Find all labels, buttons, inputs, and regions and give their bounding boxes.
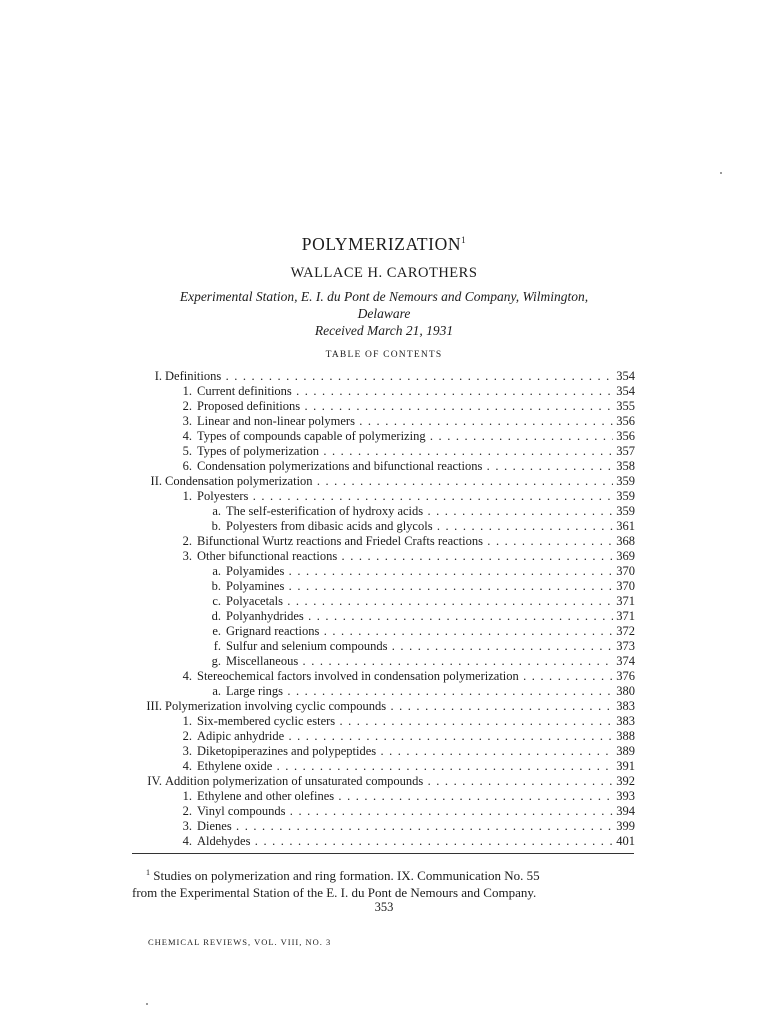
toc-entry-title: Six-membered cyclic esters . . . [197, 714, 613, 729]
toc-entry-number: 3. [182, 744, 192, 758]
toc-entry-number: 4. [182, 759, 192, 773]
toc-entry-page: 394 [616, 804, 635, 818]
toc-entry-number: 4. [182, 834, 192, 848]
toc-entry-number: 5. [182, 444, 192, 458]
footnote-line: from the Experimental Station of the E. I. du Pont de Nemours and Company. [132, 885, 537, 900]
toc-entry [0, 669, 768, 684]
toc-entry-page: 401 [616, 834, 635, 848]
toc-entry-page: 359 [616, 504, 635, 518]
toc-entry-page: 393 [616, 789, 635, 803]
author-name: WALLACE H. CAROTHERS [290, 265, 478, 281]
toc-entry-page: 380 [616, 684, 635, 698]
received-date: Received March 21, 1931 [314, 323, 454, 338]
toc-entry-title: Adipic anhydride . . . [197, 729, 613, 744]
toc-entry-title: Polymerization involving cyclic compounds . . . [165, 699, 613, 714]
toc-entry [0, 549, 768, 564]
toc-entry [0, 729, 768, 744]
scan-speck [146, 1003, 148, 1005]
footnote-mark: 1 [146, 868, 150, 877]
toc-entry-title: The self-esterification of hydroxy acids . . . [226, 504, 613, 519]
toc-entry-title: Other bifunctional reactions . . . [197, 549, 613, 564]
toc-entry-page: 374 [616, 654, 635, 668]
toc-entry [0, 474, 768, 489]
toc-entry-title: Types of compounds capable of polymerizing . . . [197, 429, 613, 444]
toc-entry-title: Miscellaneous . . . [226, 654, 613, 669]
toc-entry-page: 368 [616, 534, 635, 548]
toc-entry-title: Current definitions . . . [197, 384, 613, 399]
author-affiliation [0, 288, 768, 322]
title-footnote-mark: 1 [461, 235, 467, 245]
toc-entry-number: e. [212, 624, 221, 638]
toc-entry-page: 370 [616, 564, 635, 578]
toc-entry-number: I. [154, 369, 162, 383]
footnote [132, 864, 636, 901]
toc-entry-number: 2. [182, 804, 192, 818]
toc-entry-page: 383 [616, 714, 635, 728]
toc-entry-number: 2. [182, 399, 192, 413]
toc-entry-number: g. [211, 654, 221, 668]
toc-entry-number: 3. [182, 549, 192, 563]
toc-entry-page: 354 [616, 384, 635, 398]
toc-entry [0, 564, 768, 579]
toc-entry [0, 759, 768, 774]
toc-entry-title: Dienes . . . [197, 819, 613, 834]
toc-entry-title: Condensation polymerizations and bifunctional reactions . . . [197, 459, 613, 474]
toc-entry-number: 3. [182, 414, 192, 428]
toc-entry-number: III. [146, 699, 162, 713]
toc-entry-title: Proposed definitions . . . [197, 399, 613, 414]
toc-entry-number: b. [211, 579, 221, 593]
toc-entry-page: 359 [616, 474, 635, 488]
toc-entry [0, 519, 768, 534]
toc-heading: TABLE OF CONTENTS [325, 350, 443, 360]
toc-entry-title: Diketopiperazines and polypeptides . . . [197, 744, 613, 759]
toc-entry-number: IV. [147, 774, 162, 788]
toc-entry-page: 356 [616, 414, 635, 428]
toc-entry [0, 699, 768, 714]
toc-entry-title: Definitions . . . [165, 369, 613, 384]
toc-entry-page: 370 [616, 579, 635, 593]
toc-entry [0, 534, 768, 549]
toc-entry [0, 429, 768, 444]
toc-entry-page: 369 [616, 549, 635, 563]
toc-entry-page: 355 [616, 399, 635, 413]
toc-entry-title: Polyacetals . . . [226, 594, 613, 609]
toc-entry-number: 1. [182, 384, 192, 398]
toc-entry-number: 4. [182, 669, 192, 683]
toc-entry-title: Stereochemical factors involved in condensation polymerization . . . [197, 669, 613, 684]
toc-entry-number: 3. [182, 819, 192, 833]
toc-entry-page: 399 [616, 819, 635, 833]
toc-entry [0, 834, 768, 849]
toc-entry-page: 376 [616, 669, 635, 683]
toc-entry [0, 384, 768, 399]
toc-entry-title: Types of polymerization . . . [197, 444, 613, 459]
journal-line: CHEMICAL REVIEWS, VOL. VIII, NO. 3 [148, 937, 332, 947]
page-number: 353 [374, 900, 394, 914]
scan-speck [720, 172, 722, 174]
toc-entry-number: 2. [182, 729, 192, 743]
toc-entry [0, 489, 768, 504]
toc-entry-title: Polyamines . . . [226, 579, 613, 594]
toc-entry [0, 639, 768, 654]
toc-entry-number: 2. [182, 534, 192, 548]
footnote-line: $^1$ Studies on polymerization and ring formation. IX. Communication No. 55 [146, 868, 540, 883]
toc-entry-page: 359 [616, 489, 635, 503]
toc-entry-number: 1. [182, 789, 192, 803]
table-of-contents [0, 369, 768, 849]
toc-entry [0, 369, 768, 384]
toc-entry-number: a. [212, 684, 221, 698]
toc-entry-title: Ethylene oxide . . . [197, 759, 613, 774]
toc-entry [0, 684, 768, 699]
toc-entry [0, 744, 768, 759]
toc-entry-number: b. [211, 519, 221, 533]
toc-entry-page: 361 [616, 519, 635, 533]
toc-entry-page: 372 [616, 624, 635, 638]
toc-entry [0, 414, 768, 429]
toc-entry-number: f. [213, 639, 221, 653]
toc-entry-title: Aldehydes . . . [197, 834, 613, 849]
toc-entry-title: Bifunctional Wurtz reactions and Friedel Crafts reactions . . . [197, 534, 613, 549]
toc-entry-page: 392 [616, 774, 635, 788]
toc-entry-title: Polyesters from dibasic acids and glycols . . . [226, 519, 613, 534]
toc-entry-number: c. [212, 594, 221, 608]
toc-entry [0, 444, 768, 459]
toc-entry-page: 383 [616, 699, 635, 713]
affiliation-line: Experimental Station, E. I. du Pont de Nemours and Company, Wilmington, [179, 289, 589, 304]
toc-entry-title: Polyamides . . . [226, 564, 613, 579]
toc-entry [0, 579, 768, 594]
toc-entry-page: 357 [616, 444, 635, 458]
toc-entry [0, 804, 768, 819]
toc-entry-number: 1. [182, 489, 192, 503]
toc-entry-page: 373 [616, 639, 635, 653]
toc-entry-number: 6. [182, 459, 192, 473]
toc-entry-title: Polyesters . . . [197, 489, 613, 504]
toc-entry [0, 624, 768, 639]
toc-entry-title: Sulfur and selenium compounds . . . [226, 639, 613, 654]
article-title: POLYMERIZATION$^1$ [301, 234, 467, 254]
toc-entry-number: a. [212, 564, 221, 578]
toc-entry-title: Addition polymerization of unsaturated compounds . . . [165, 774, 613, 789]
toc-entry [0, 789, 768, 804]
toc-entry-title: Grignard reactions . . . [226, 624, 613, 639]
toc-entry-page: 371 [616, 609, 635, 623]
toc-entry-title: Ethylene and other olefines . . . [197, 789, 613, 804]
toc-entry [0, 399, 768, 414]
toc-entry [0, 819, 768, 834]
toc-entry-title: Condensation polymerization . . . [165, 474, 613, 489]
toc-entry-number: a. [212, 504, 221, 518]
toc-entry-page: 388 [616, 729, 635, 743]
toc-entry-title: Polyanhydrides . . . [226, 609, 613, 624]
toc-entry [0, 774, 768, 789]
toc-entry-page: 389 [616, 744, 635, 758]
toc-entry-page: 354 [616, 369, 635, 383]
toc-entry-page: 391 [616, 759, 635, 773]
toc-entry [0, 714, 768, 729]
toc-entry-number: 1. [182, 714, 192, 728]
toc-entry [0, 504, 768, 519]
toc-entry [0, 594, 768, 609]
toc-entry-number: 4. [182, 429, 192, 443]
toc-entry-title: Large rings . . . [226, 684, 613, 699]
toc-entry-title: Linear and non-linear polymers . . . [197, 414, 613, 429]
toc-entry-page: 356 [616, 429, 635, 443]
toc-entry-title: Vinyl compounds . . . [197, 804, 613, 819]
toc-entry-page: 358 [616, 459, 635, 473]
toc-entry-number: d. [211, 609, 221, 623]
toc-entry-number: II. [150, 474, 162, 488]
toc-entry-page: 371 [616, 594, 635, 608]
toc-entry [0, 609, 768, 624]
toc-entry [0, 459, 768, 474]
toc-entry [0, 654, 768, 669]
footnote-rule [132, 853, 634, 854]
affiliation-line: Delaware [357, 306, 411, 321]
